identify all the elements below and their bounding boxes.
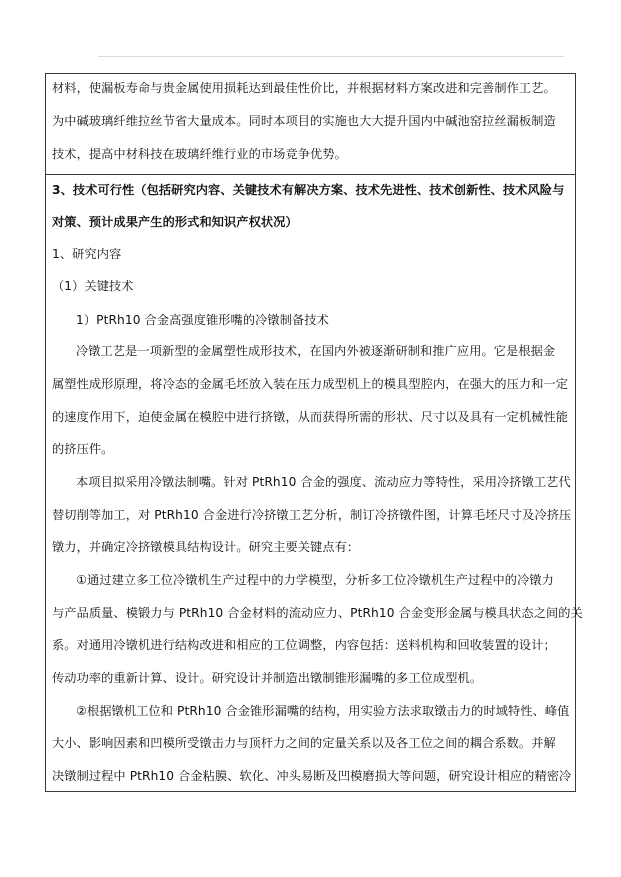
section-heading: 3、技术可行性（包括研究内容、关键技术有解决方案、技术先进性、技术创新性、技术风险与 (52, 183, 565, 197)
text-line: 材料，使漏板寿命与贵金属使用损耗达到最佳性价比，并根据材料方案改进和完善制作工艺。 (52, 81, 556, 95)
subsection-title: （1）关键技术 (52, 279, 134, 293)
paragraph-line: 冷镦工艺是一项新型的金属塑性成形技术，在国内外被逐渐研制和推广应用。它是根据金 (76, 344, 556, 358)
subsection-title: 1、研究内容 (52, 247, 122, 261)
text-line: 为中碱玻璃纤维拉丝节省大量成本。同时本项目的实施也大大提升国内中碱池窑拉丝漏板制造 (52, 114, 556, 128)
paragraph-line: 的挤压件。 (52, 442, 114, 456)
paragraph-line: 本项目拟采用冷镦法制嘴。针对 PtRh10 合金的强度、流动应力等特性，采用冷挤镦工艺代 (76, 475, 571, 489)
paragraph-line: 的速度作用下，迫使金属在模腔中进行挤镦，从而获得所需的形状、尺寸以及具有一定机械性能 (52, 410, 569, 424)
page-header-rule (98, 56, 564, 57)
paragraph-line: ②根据镦机工位和 PtRh10 合金锥形漏嘴的结构，用实验方法求取镦击力的时域特性、峰值 (76, 704, 570, 718)
table-cell-top (45, 73, 576, 175)
paragraph-line: 替切削等加工，对 PtRh10 合金进行冷挤镦工艺分析，制订冷挤镦件图，计算毛坯尺寸及冷挤压 (52, 508, 572, 522)
item-title: 1）PtRh10 合金高强度锥形嘴的冷镦制备技术 (76, 313, 329, 327)
paragraph-line: 大小、影响因素和凹模所受镦击力与顶杆力之间的定量关系以及各工位之间的耦合系数。并解 (52, 736, 556, 750)
paragraph-line: 系。对通用冷镦机进行结构改进和相应的工位调整，内容包括：送料机构和回收装置的设计； (52, 638, 556, 652)
text-line: 技术，提高中材科技在玻璃纤维行业的市场竞争优势。 (52, 147, 347, 161)
paragraph-line: 传动功率的重新计算、设计。研究设计并制造出镦制锥形漏嘴的多工位成型机。 (52, 671, 483, 685)
paragraph-line: 属塑性成形原理，将冷态的金属毛坯放入装在压力成型机上的模具型腔内，在强大的压力和一定 (52, 377, 569, 391)
paragraph-line: 镦力，并确定冷挤镦模具结构设计。研究主要关键点有： (52, 540, 360, 554)
section-heading: 对策、预计成果产生的形式和知识产权状况） (52, 215, 298, 229)
paragraph-line: 决镦制过程中 PtRh10 合金粘膜、软化、冲头易断及凹模磨损大等问题，研究设计相应的精密冷 (52, 769, 572, 783)
paragraph-line: 与产品质量、模锻力与 PtRh10 合金材料的流动应力、PtRh10 合金变形金属与模具状态之间的关 (52, 606, 583, 620)
paragraph-line: ①通过建立多工位冷镦机生产过程中的力学模型，分析多工位冷镦机生产过程中的冷镦力 (76, 573, 554, 587)
table-cell-main (45, 173, 583, 792)
